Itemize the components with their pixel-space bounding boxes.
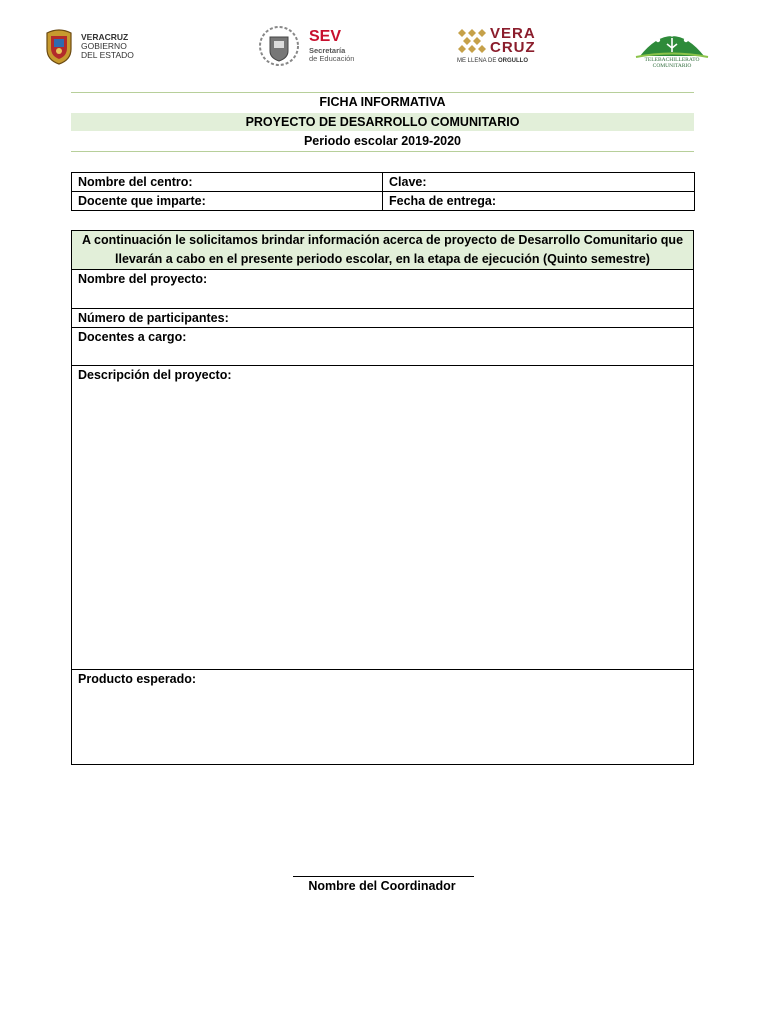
veracruz-gobierno-logo [43,27,143,67]
fecha-entrega-field[interactable]: Fecha de entrega: [383,192,695,211]
document-title: FICHA INFORMATIVA [319,95,446,109]
coordinator-name-label: Nombre del Coordinador [308,879,456,893]
sev-logo-line2: de Educación [309,54,355,63]
project-description-field[interactable]: Descripción del proyecto: [72,366,694,670]
sev-logo [258,25,368,67]
vera-cruz-tagline-a: ME LLENA DE [457,58,499,64]
veracruz-logo-line3: DEL ESTADO [81,50,134,60]
teachers-in-charge-field[interactable]: Docentes a cargo: [72,328,694,366]
telebachillerato-line1: TELEBACHILLERATO [644,57,700,63]
veracruz-shield-icon [43,27,75,65]
title-bottom-rule [71,151,694,152]
vera-cruz-tagline [457,58,528,64]
centro-field[interactable]: Nombre del centro: [72,173,383,192]
school-period: Periodo escolar 2019-2020 [303,134,462,148]
expected-product-field[interactable]: Producto esperado: [72,670,694,765]
vera-cruz-tagline-b: ORGULLO [498,58,529,64]
project-name-field[interactable]: Nombre del proyecto: [72,270,694,309]
participants-field[interactable]: Número de participantes: [72,309,694,328]
vera-cruz-pattern-icon [457,28,487,54]
sev-emblem-icon [258,25,300,67]
vera-cruz-line2: CRUZ [490,39,536,56]
veracruz-logo-line2: GOBIERNO [81,41,127,51]
general-info-table [71,172,695,211]
vera-cruz-line1: VERA [490,25,536,42]
telebachillerato-emblem-icon [634,24,710,58]
sev-logo-line1: Secretaría [309,46,346,55]
project-info-table [71,230,694,765]
telebachillerato-line2: COMUNITARIO [652,63,692,69]
clave-field[interactable]: Clave: [383,173,695,192]
vera-cruz-logo [457,26,549,68]
telebachillerato-logo [632,24,712,70]
document-subtitle: PROYECTO DE DESARROLLO COMUNITARIO [71,113,694,131]
signature-line [293,876,474,877]
sev-logo-name: SEV [309,28,342,45]
docente-field[interactable]: Docente que imparte: [72,192,383,211]
veracruz-logo-line1: VERACRUZ [81,32,129,42]
instructions-text: A continuación le solicitamos brindar información acerca de proyecto de Desarrollo Comunitario que llevarán a cabo en el presente periodo escolar, en la etapa de ejecución (Quinto semestre) [72,231,694,270]
